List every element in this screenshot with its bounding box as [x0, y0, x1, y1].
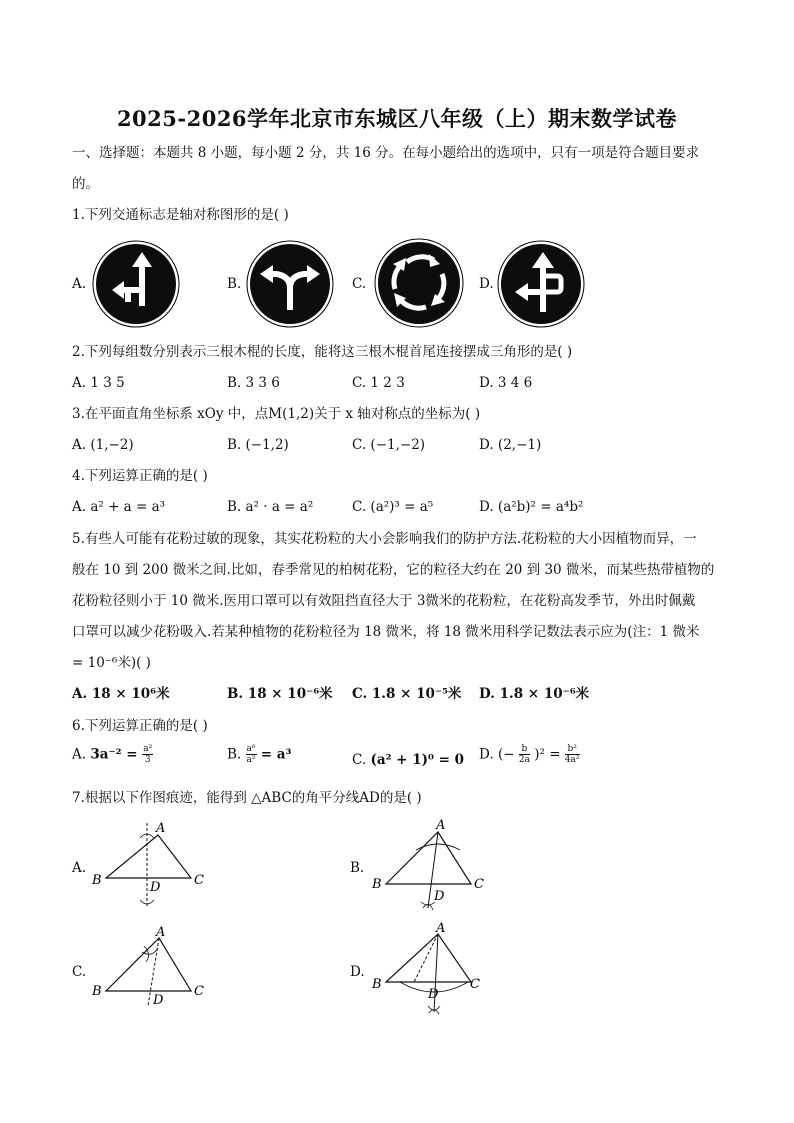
q7-a-label-b: B	[92, 873, 102, 888]
fork-sign-icon	[246, 240, 334, 328]
q6-option-d[interactable]	[479, 744, 580, 765]
q6-option-b[interactable]	[227, 744, 291, 765]
q2-option-a[interactable]: A. 1 3 5	[72, 375, 125, 391]
q6-option-d-fraction-2	[565, 744, 580, 765]
q7-b-label-a: A	[436, 818, 446, 833]
q3-stem: 3.在平面直角坐标系 xOy 中，点M(1,2)关于 x 轴对称点的坐标为( )	[72, 406, 481, 422]
q7-c-label-d: D	[153, 993, 164, 1008]
q7-c-label-c: C	[194, 984, 204, 999]
q6-option-d-numerator-2: b²	[565, 744, 580, 755]
q4-option-b[interactable]: B. a² · a = a²	[227, 499, 314, 515]
q7-figure-a	[86, 818, 216, 914]
q5-option-d[interactable]: D. 1.8 × 10⁻⁶米	[479, 686, 590, 702]
q1-option-b[interactable]: B.	[227, 276, 242, 292]
q6-stem: 6.下列运算正确的是( )	[72, 718, 208, 734]
q2-option-b[interactable]: B. 3 3 6	[227, 375, 280, 391]
q6-option-d-denominator-1: 2a	[518, 755, 530, 765]
q6-option-b-label: B.	[227, 746, 242, 763]
q7-d-label-b: B	[372, 977, 382, 992]
left-straight-sign-icon	[497, 240, 585, 328]
q3-option-a[interactable]: A. (1,−2)	[72, 437, 134, 453]
q6-option-c[interactable]	[352, 752, 464, 768]
q6-option-a[interactable]	[72, 744, 153, 765]
q7-d-label-a: A	[436, 922, 446, 936]
q4-stem: 4.下列运算正确的是( )	[72, 468, 208, 484]
q7-stem: 7.根据以下作图痕迹，能得到 △ABC的角平分线AD的是( )	[72, 790, 422, 806]
q2-option-d[interactable]: D. 3 4 6	[479, 375, 533, 391]
section-instruction-line2: 的。	[72, 176, 99, 192]
q7-b-label-c: C	[474, 877, 484, 892]
q1-option-c[interactable]: C.	[352, 276, 367, 292]
page-title: 2025-2026学年北京市东城区八年级（上）期末数学试卷	[116, 106, 678, 131]
q6-option-a-expr: 3a⁻² =	[90, 746, 143, 763]
q3-option-c[interactable]: C. (−1,−2)	[352, 437, 426, 453]
q7-a-label-a: A	[156, 821, 166, 836]
q6-option-c-label: C.	[352, 752, 367, 768]
q7-figure-c	[86, 926, 216, 1016]
q5-line2: 般在 10 到 200 微米之间.比如，春季常见的柏树花粉，它的粒径大约在 20 到 30 微米，而某些热带植物的	[72, 562, 715, 578]
q3-option-b[interactable]: B. (−1,2)	[227, 437, 289, 453]
q7-d-label-d: D	[428, 987, 439, 1002]
q7-a-label-d: D	[150, 880, 161, 895]
q7-option-a[interactable]: A.	[72, 860, 87, 876]
q6-option-b-numerator: a⁶	[246, 744, 256, 754]
q5-option-a[interactable]: A. 18 × 10⁶米	[72, 686, 170, 702]
q7-a-label-c: C	[194, 873, 204, 888]
q2-option-c[interactable]: C. 1 2 3	[352, 375, 405, 391]
q6-option-a-label: A.	[72, 746, 87, 763]
q6-option-d-denominator-2: 4a²	[564, 755, 580, 765]
q6-option-c-expr: (a² + 1)⁰ = 0	[370, 752, 464, 768]
q6-option-b-rhs: = a³	[260, 746, 292, 763]
q7-b-label-b: B	[372, 877, 382, 892]
q6-option-d-mid: )² =	[534, 746, 565, 763]
q7-figure-b	[366, 818, 496, 914]
q1-stem: 1.下列交通标志是轴对称图形的是( )	[72, 207, 289, 223]
section-instruction-line1: 一、选择题：本题共 8 小题，每小题 2 分，共 16 分。在每小题给出的选项中，只有一项是符合题目要求	[72, 145, 700, 161]
roundabout-sign-icon	[374, 238, 464, 328]
q7-option-d[interactable]: D.	[350, 964, 365, 980]
q4-option-d[interactable]: D. (a²b)² = a⁴b²	[479, 499, 584, 515]
q5-line3: 花粉粒径则小于 10 微米.医用口罩可以有效阻挡直径大于 3微米的花粉粒，在花粉高发季节，外出时佩戴	[72, 593, 696, 609]
q5-option-b[interactable]: B. 18 × 10⁻⁶米	[227, 686, 333, 702]
q6-option-d-label: D.	[479, 746, 494, 763]
q7-option-c[interactable]: C.	[72, 964, 87, 980]
q7-c-label-a: A	[156, 926, 166, 940]
q1-option-d[interactable]: D.	[479, 276, 494, 292]
turn-left-straight-sign-icon	[92, 240, 180, 328]
q4-option-a[interactable]: A. a² + a = a³	[72, 499, 166, 515]
q7-c-label-b: B	[92, 984, 102, 999]
q3-option-d[interactable]: D. (2,−1)	[479, 437, 542, 453]
q7-d-label-c: C	[470, 977, 480, 992]
q6-option-b-fraction	[246, 744, 257, 765]
q5-line5: = 10⁻⁶米)( )	[72, 655, 151, 671]
q6-option-d-numerator-1: b	[519, 744, 530, 755]
q6-option-d-fraction-1	[519, 744, 530, 765]
q7-figure-d	[366, 922, 496, 1018]
q6-option-a-denominator: 3	[144, 755, 151, 765]
q6-option-a-fraction	[142, 744, 153, 765]
q6-option-d-lhs: (−	[497, 746, 515, 763]
q6-option-b-denominator: a²	[246, 755, 256, 765]
q6-option-a-numerator: a²	[143, 744, 153, 754]
q4-option-c[interactable]: C. (a²)³ = a⁵	[352, 499, 434, 515]
q5-line4: 口罩可以减少花粉吸入.若某种植物的花粉粒径为 18 微米，将 18 微米用科学记数法表示应为(注：1 微米	[72, 624, 700, 640]
q5-line1: 5.有些人可能有花粉过敏的现象，其实花粉粒的大小会影响我们的防护方法.花粉粒的大小因植物而异，一	[72, 531, 697, 547]
q2-stem: 2.下列每组数分别表示三根木棍的长度，能将这三根木棍首尾连接摆成三角形的是( )	[72, 344, 573, 360]
q1-option-a[interactable]: A.	[72, 276, 87, 292]
q5-option-c[interactable]: C. 1.8 × 10⁻⁵米	[352, 686, 462, 702]
q7-b-label-d: D	[434, 889, 445, 904]
q7-option-b[interactable]: B.	[350, 860, 365, 876]
